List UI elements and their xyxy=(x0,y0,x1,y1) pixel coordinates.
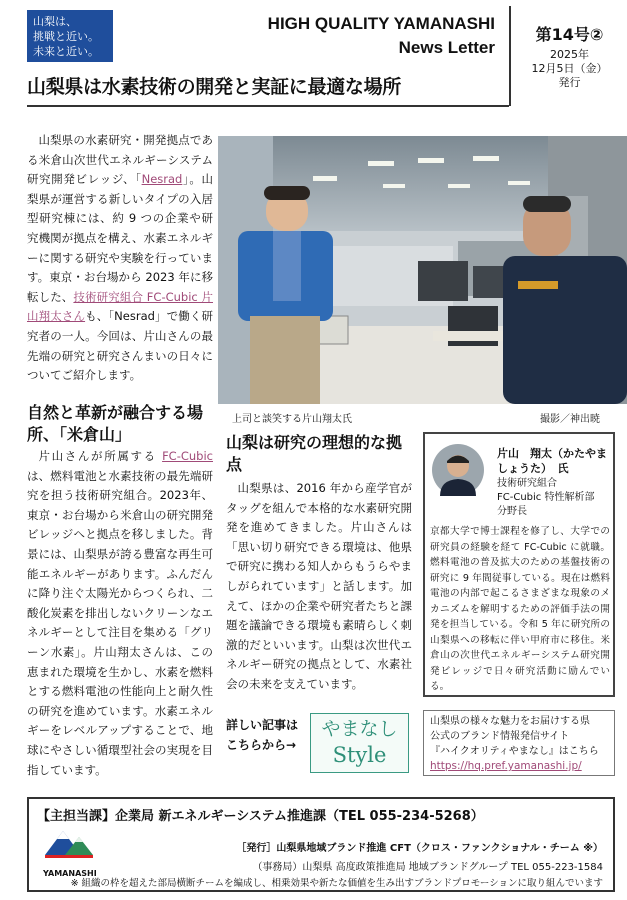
more-label-1: 詳しい記事は xyxy=(226,718,299,732)
promo-line-2: 公式のブランド情報発信サイト xyxy=(430,731,570,742)
yamanashi-style-banner[interactable] xyxy=(310,713,409,773)
section1-body xyxy=(27,447,213,780)
headline-rule xyxy=(27,105,509,107)
profile-org: 技術研究組合 xyxy=(497,478,557,489)
photo-credit: 撮影／神出暁 xyxy=(540,414,600,425)
intro-text-2: 」。山梨県が運営する新しいタイプの入居型研究棟には、約 9 つの企業や研究機関が拠点を構え、水素エネルギーに関する研究や実験を行っています。東京・お台場から 2023 年に移転した、 xyxy=(27,172,214,304)
slogan-line-3: 未来と近い。 xyxy=(33,45,99,58)
more-label-2: こちらから→ xyxy=(226,738,297,752)
fc-cubic-person-link[interactable]: 技術研究組合 FC-Cubic 片山翔太さん xyxy=(27,289,213,324)
intro-text-1: 山梨県の水素研究・開発拠点である米倉山次世代エネルギーシステム研究開発ビレッジ、「 xyxy=(27,133,213,187)
header-divider xyxy=(509,6,511,106)
issue-year: 2025年 xyxy=(550,48,589,61)
brand-text-2: Style xyxy=(332,743,387,767)
page-headline: 山梨県は水素技術の開発と実証に最適な場所 xyxy=(27,76,402,98)
profile-box xyxy=(423,432,615,697)
slogan-line-2: 挑戦と近い。 xyxy=(33,30,99,43)
profile-title: 分野長 xyxy=(497,506,527,517)
slogan-line-1: 山梨は、 xyxy=(33,15,77,28)
footer-publisher: ［発行］山梨県地域ブランド推進 CFT（クロス・ファンクショナル・チーム ※） xyxy=(236,843,603,854)
issue-issued: 発行 xyxy=(558,76,581,89)
yamanashi-mountain-logo-icon xyxy=(41,825,97,865)
footer-contact-title: 【主担当課】企業局 新エネルギーシステム推進課（TEL 055-234-5268） xyxy=(37,809,484,824)
promo-line-1: 山梨県の様々な魅力をお届けする県 xyxy=(430,716,590,727)
footer-note: ※ 組織の枠を超えた部局横断チームを編成し、相乗効果や新たな価値を生み出すブランドプロモーションに取り組んでいます xyxy=(70,878,603,889)
newsletter-label: News Letter xyxy=(398,38,495,57)
fc-cubic-link[interactable]: FC-Cubic xyxy=(162,449,213,463)
footer-logo-text: YAMANASHI xyxy=(43,869,97,878)
profile-name-2: しょうた） 氏 xyxy=(497,462,569,475)
promo-box xyxy=(423,710,615,776)
section2-body: 山梨県は、2016 年から産学官がタッグを組んで本格的な水素研究開発を進めてきました。片山さんは「思い切り研究できる環境は、他県で研究に携わる知人からもうらやましがられています」と話します。加えて、ほかの企業や研究者たちと課題を議論できる環境も素晴らしく刺激的だといいます。山梨は次世代エネルギー研究の拠点として、水素社会の未来を支えています。 xyxy=(226,481,412,691)
promo-line-3: 『ハイクオリティやまなし』はこちら xyxy=(430,746,599,757)
profile-bio: 京都大学で博士課程を修了し、大学での研究員の経験を経て FC-Cubic に就職。燃料電池の普及拡大のための基盤技術の研究に 9 年間従事している。現在は燃料電池の内部で起こるさまざまな現象のメカニズムを解明するための評価手法の開発を担当している。令和 5 年に研究所の山梨県への移転に伴い甲府市に移住。米倉山の次世代エネルギーシステム研究開発ビレッジで日々研究活動に励んでいる。 xyxy=(430,526,610,692)
section1-text-1: 片山さんが所属する xyxy=(38,449,163,463)
office-scene-illustration xyxy=(218,136,627,404)
brand-text-1: やまなし xyxy=(321,718,398,740)
issue-number: 第14号② xyxy=(535,25,604,44)
slogan-logo xyxy=(27,10,113,62)
profile-dept: FC-Cubic 特性解析部 xyxy=(497,492,595,503)
intro-text-3: も、「Nesrad」で働く研究者の一人。今回は、片山さんの最先端の研究と研究さんまいの日々についてご紹介します。 xyxy=(27,309,213,383)
profile-name-1: 片山 翔太（かたやま xyxy=(497,447,607,460)
section2-heading: 山梨は研究の理想的な拠点 xyxy=(226,433,403,474)
section1-text-2: は、燃料電池と水素技術の最先端研究を担う技術研究組合。2023年、東京・お台場から米倉山の研究開発ビレッジへと拠点を移しました。背景には、山梨県が誇る豊富な再生可能エネルギーがあります。ふんだんに降り注ぐ太陽光からつくられ、二酸化炭素を排出しないクリーンなエネルギーとして注目を集める「グリーン水素」。片山翔太さんは、この恵まれた環境を生かし、水素を燃料とする燃料電池の性能向上と耐久性の研究を進めています。水素エネルギーをレベルアップすることで、地球にやさしい循環型社会の実現を目指しています。 xyxy=(27,468,213,777)
issue-date: 12月5日（金） xyxy=(531,62,608,75)
footer-box xyxy=(27,797,615,892)
nesrad-link[interactable]: Nesrad xyxy=(141,172,183,187)
intro-paragraph xyxy=(27,131,213,386)
more-label xyxy=(226,715,298,755)
footer-office: （事務局）山梨県 高度政策推進局 地域ブランドグループ TEL 055-223-1584 xyxy=(252,862,603,873)
section1-heading: 自然と革新が融合する場所、「米倉山」 xyxy=(27,403,204,444)
newsletter-brand-title: HIGH QUALITY YAMANASHI xyxy=(267,14,495,33)
article-photo xyxy=(218,136,627,404)
profile-avatar xyxy=(432,444,484,496)
photo-caption: 上司と談笑する片山翔太氏 xyxy=(232,414,352,425)
promo-url-link[interactable]: https://hq.pref.yamanashi.jp/ xyxy=(430,760,582,772)
